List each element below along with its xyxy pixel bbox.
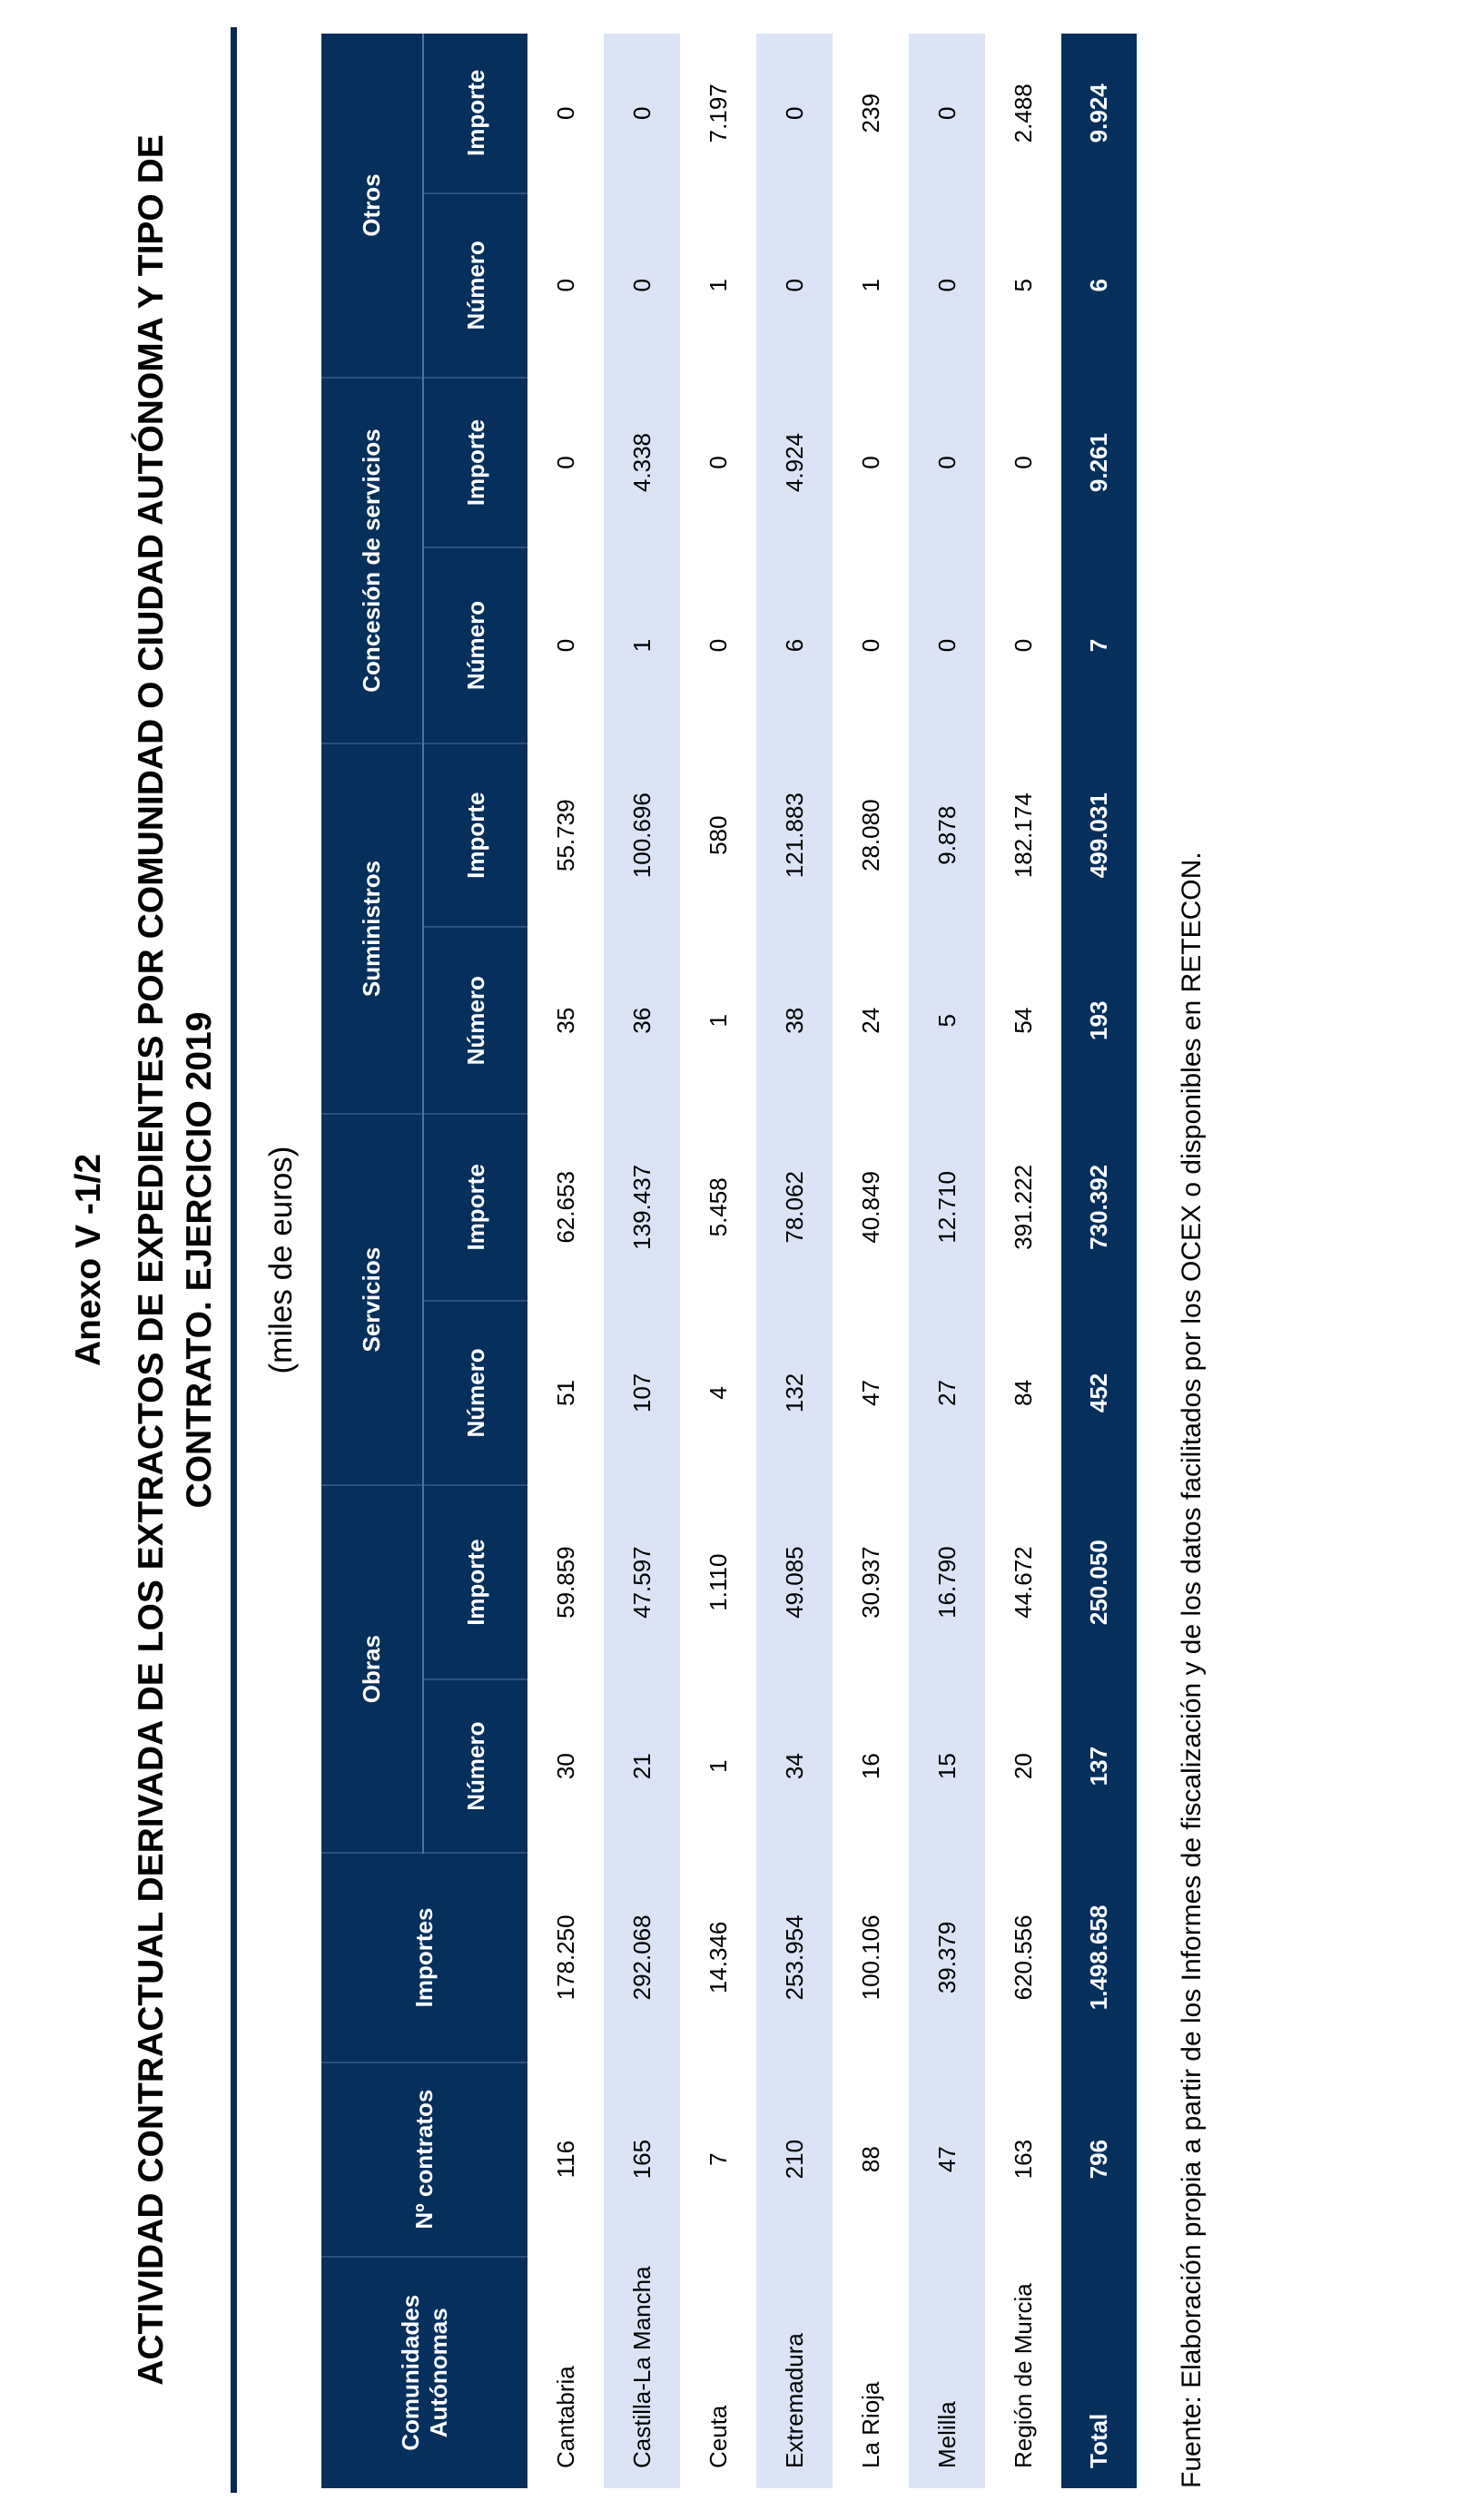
cell-total-label: Total bbox=[1061, 2257, 1137, 2488]
cell-concesion-amount: 0 bbox=[856, 456, 884, 469]
cell-concesion-amount: 0 bbox=[909, 378, 985, 547]
cell-total-obras-number: 137 bbox=[1061, 1679, 1137, 1853]
header-concesion-number: Número bbox=[423, 547, 527, 743]
cell-amounts: 39.379 bbox=[909, 1853, 985, 2062]
cell-amounts: 620.556 bbox=[1009, 1915, 1037, 2001]
cell-suministros-amount: 182.174 bbox=[1009, 792, 1037, 879]
cell-community: Melilla bbox=[909, 2257, 985, 2488]
cell-amounts: 178.250 bbox=[551, 1915, 579, 2001]
cell-obras-amount: 30.937 bbox=[856, 1546, 884, 1619]
cell-concesion-number: 0 bbox=[856, 638, 884, 653]
cell-concesion-number: 1 bbox=[604, 547, 680, 743]
cell-otros-amount: 0 bbox=[756, 34, 833, 193]
cell-community: Extremadura bbox=[756, 2257, 833, 2488]
cell-suministros-number: 54 bbox=[1009, 1007, 1037, 1034]
cell-servicios-amount: 12.710 bbox=[909, 1114, 985, 1301]
cell-contracts: 210 bbox=[756, 2062, 833, 2257]
annex-label: Anexo V -1/2 bbox=[69, 1153, 108, 1367]
units-label: (miles de euros) bbox=[263, 1146, 299, 1374]
header-group-otros: Otros bbox=[321, 34, 423, 378]
cell-contracts: 116 bbox=[551, 2140, 579, 2179]
cell-otros-amount: 2.488 bbox=[1009, 84, 1037, 143]
cell-total-concesion-amount: 9.261 bbox=[1061, 378, 1137, 547]
table-row bbox=[909, 34, 985, 2488]
header-obras-amount: Importe bbox=[423, 1485, 527, 1679]
header-otros-number: Número bbox=[423, 193, 527, 379]
cell-community: La Rioja bbox=[856, 2381, 884, 2468]
total-row bbox=[1061, 34, 1137, 2488]
cell-concesion-number: 0 bbox=[1009, 638, 1037, 653]
cell-obras-number: 30 bbox=[551, 1753, 579, 1780]
cell-suministros-number: 1 bbox=[704, 1014, 732, 1028]
header-servicios-amount: Importe bbox=[423, 1114, 527, 1301]
cell-contracts: 165 bbox=[604, 2062, 680, 2257]
cell-otros-number: 0 bbox=[909, 193, 985, 379]
header-community: Comunidades Autónomas bbox=[321, 2257, 527, 2488]
cell-amounts: 253.954 bbox=[756, 1853, 833, 2062]
header-group-suministros: Suministros bbox=[321, 743, 423, 1114]
cell-community: Castilla-La Mancha bbox=[604, 2257, 680, 2488]
cell-servicios-number: 132 bbox=[756, 1301, 833, 1486]
cell-total-servicios-number: 452 bbox=[1061, 1301, 1137, 1486]
cell-suministros-amount: 121.883 bbox=[756, 743, 833, 927]
cell-suministros-number: 36 bbox=[604, 927, 680, 1114]
table-row bbox=[985, 34, 1061, 2488]
cell-contracts: 88 bbox=[856, 2146, 884, 2173]
table-row bbox=[527, 34, 604, 2488]
title-line-1: ACTIVIDAD CONTRACTUAL DERIVADA DE LOS EXTRACTOS DE EXPEDIENTES POR COMUNIDAD O CIUDAD AUTÓNOMA Y TIPO DE bbox=[132, 134, 171, 2386]
cell-otros-amount: 0 bbox=[604, 34, 680, 193]
cell-servicios-amount: 78.062 bbox=[756, 1114, 833, 1301]
cell-otros-number: 5 bbox=[1009, 279, 1037, 292]
cell-amounts: 100.106 bbox=[856, 1915, 884, 2001]
cell-otros-number: 1 bbox=[704, 279, 732, 292]
cell-suministros-amount: 100.696 bbox=[604, 743, 680, 927]
cell-concesion-amount: 0 bbox=[551, 456, 579, 469]
cell-servicios-number: 84 bbox=[1009, 1379, 1037, 1406]
cell-amounts: 292.068 bbox=[604, 1853, 680, 2062]
cell-obras-number: 20 bbox=[1009, 1753, 1037, 1780]
cell-community: Cantabria bbox=[551, 2366, 579, 2468]
page-title bbox=[127, 100, 223, 2420]
header-suministros-amount: Importe bbox=[423, 743, 527, 927]
cell-otros-number: 0 bbox=[604, 193, 680, 379]
cell-suministros-number: 24 bbox=[856, 1007, 884, 1034]
title-line-2: CONTRATO. EJERCICIO 2019 bbox=[180, 1011, 219, 1509]
cell-servicios-amount: 62.653 bbox=[551, 1171, 579, 1244]
header-suministros-number: Número bbox=[423, 927, 527, 1114]
cell-obras-number: 34 bbox=[756, 1679, 833, 1853]
table-row bbox=[604, 34, 680, 2488]
cell-otros-number: 0 bbox=[551, 279, 579, 292]
cell-concesion-number: 0 bbox=[909, 547, 985, 743]
cell-obras-amount: 1.110 bbox=[704, 1553, 732, 1611]
cell-suministros-amount: 9.878 bbox=[909, 743, 985, 927]
cell-suministros-amount: 28.080 bbox=[856, 799, 884, 871]
cell-otros-number: 1 bbox=[856, 279, 884, 292]
cell-obras-amount: 47.597 bbox=[604, 1485, 680, 1679]
table-row bbox=[756, 34, 833, 2488]
cell-concesion-amount: 4.338 bbox=[604, 378, 680, 547]
cell-contracts: 163 bbox=[1009, 2139, 1037, 2180]
table-row bbox=[833, 34, 909, 2488]
table-row bbox=[680, 34, 756, 2488]
cell-servicios-amount: 40.849 bbox=[856, 1171, 884, 1244]
cell-total-servicios-amount: 730.392 bbox=[1061, 1114, 1137, 1301]
cell-total-otros-amount: 9.924 bbox=[1061, 34, 1137, 193]
cell-total-amounts: 1.498.658 bbox=[1061, 1853, 1137, 2062]
cell-obras-amount: 59.859 bbox=[551, 1546, 579, 1619]
cell-obras-amount: 49.085 bbox=[756, 1485, 833, 1679]
cell-total-suministros-number: 193 bbox=[1061, 927, 1137, 1114]
cell-total-concesion-number: 7 bbox=[1061, 547, 1137, 743]
cell-suministros-number: 35 bbox=[551, 1007, 579, 1034]
header-group-obras: Obras bbox=[321, 1485, 423, 1853]
cell-servicios-amount: 5.458 bbox=[704, 1177, 732, 1237]
cell-total-contracts: 796 bbox=[1061, 2062, 1137, 2257]
cell-otros-amount: 239 bbox=[856, 94, 884, 133]
cell-otros-amount: 7.197 bbox=[704, 84, 732, 143]
cell-obras-number: 1 bbox=[704, 1759, 732, 1773]
cell-servicios-amount: 391.222 bbox=[1009, 1164, 1037, 1250]
cell-community: Región de Murcia bbox=[1009, 2283, 1037, 2468]
cell-concesion-number: 0 bbox=[551, 638, 579, 653]
cell-concesion-number: 6 bbox=[756, 547, 833, 743]
cell-servicios-number: 47 bbox=[856, 1379, 884, 1406]
cell-servicios-amount: 139.437 bbox=[604, 1114, 680, 1301]
cell-otros-amount: 0 bbox=[909, 34, 985, 193]
cell-concesion-amount: 4.924 bbox=[756, 378, 833, 547]
cell-suministros-number: 5 bbox=[909, 927, 985, 1114]
header-amounts: Importes bbox=[321, 1853, 527, 2062]
cell-total-otros-number: 6 bbox=[1061, 193, 1137, 379]
header-group-servicios: Servicios bbox=[321, 1114, 423, 1485]
cell-servicios-number: 27 bbox=[909, 1301, 985, 1486]
header-otros-amount: Importe bbox=[423, 34, 527, 193]
cell-obras-number: 15 bbox=[909, 1679, 985, 1853]
cell-suministros-number: 38 bbox=[756, 927, 833, 1114]
cell-suministros-amount: 55.739 bbox=[551, 799, 579, 871]
cell-suministros-amount: 580 bbox=[704, 815, 732, 855]
cell-community: Ceuta bbox=[704, 2405, 732, 2468]
cell-total-suministros-amount: 499.031 bbox=[1061, 743, 1137, 927]
cell-obras-amount: 16.790 bbox=[909, 1485, 985, 1679]
contracts-table bbox=[321, 34, 1137, 2488]
header-concesion-amount: Importe bbox=[423, 378, 527, 547]
header-group-concesion: Concesión de servicios bbox=[321, 378, 423, 743]
cell-concesion-amount: 0 bbox=[1009, 456, 1037, 469]
cell-amounts: 14.346 bbox=[704, 1921, 732, 1994]
cell-concesion-amount: 0 bbox=[704, 456, 732, 469]
source-note: Fuente: Elaboración propia a partir de los Informes de fiscalización y de los datos facilitados por los OCEX o disponibles en RETECON. bbox=[1177, 851, 1207, 2488]
cell-contracts: 47 bbox=[909, 2062, 985, 2257]
cell-servicios-number: 4 bbox=[704, 1386, 732, 1400]
cell-concesion-number: 0 bbox=[704, 638, 732, 653]
header-contracts: Nº contratos bbox=[321, 2062, 527, 2257]
cell-servicios-number: 51 bbox=[551, 1379, 579, 1406]
cell-otros-amount: 0 bbox=[551, 106, 579, 121]
cell-otros-number: 0 bbox=[756, 193, 833, 379]
cell-servicios-number: 107 bbox=[604, 1301, 680, 1486]
header-obras-number: Número bbox=[423, 1679, 527, 1853]
cell-obras-number: 16 bbox=[856, 1753, 884, 1780]
cell-contracts: 7 bbox=[704, 2152, 732, 2166]
cell-obras-number: 21 bbox=[604, 1679, 680, 1853]
cell-obras-amount: 44.672 bbox=[1009, 1546, 1037, 1619]
cell-total-obras-amount: 250.050 bbox=[1061, 1485, 1137, 1679]
divider-rule bbox=[231, 27, 237, 2493]
header-servicios-number: Número bbox=[423, 1301, 527, 1486]
